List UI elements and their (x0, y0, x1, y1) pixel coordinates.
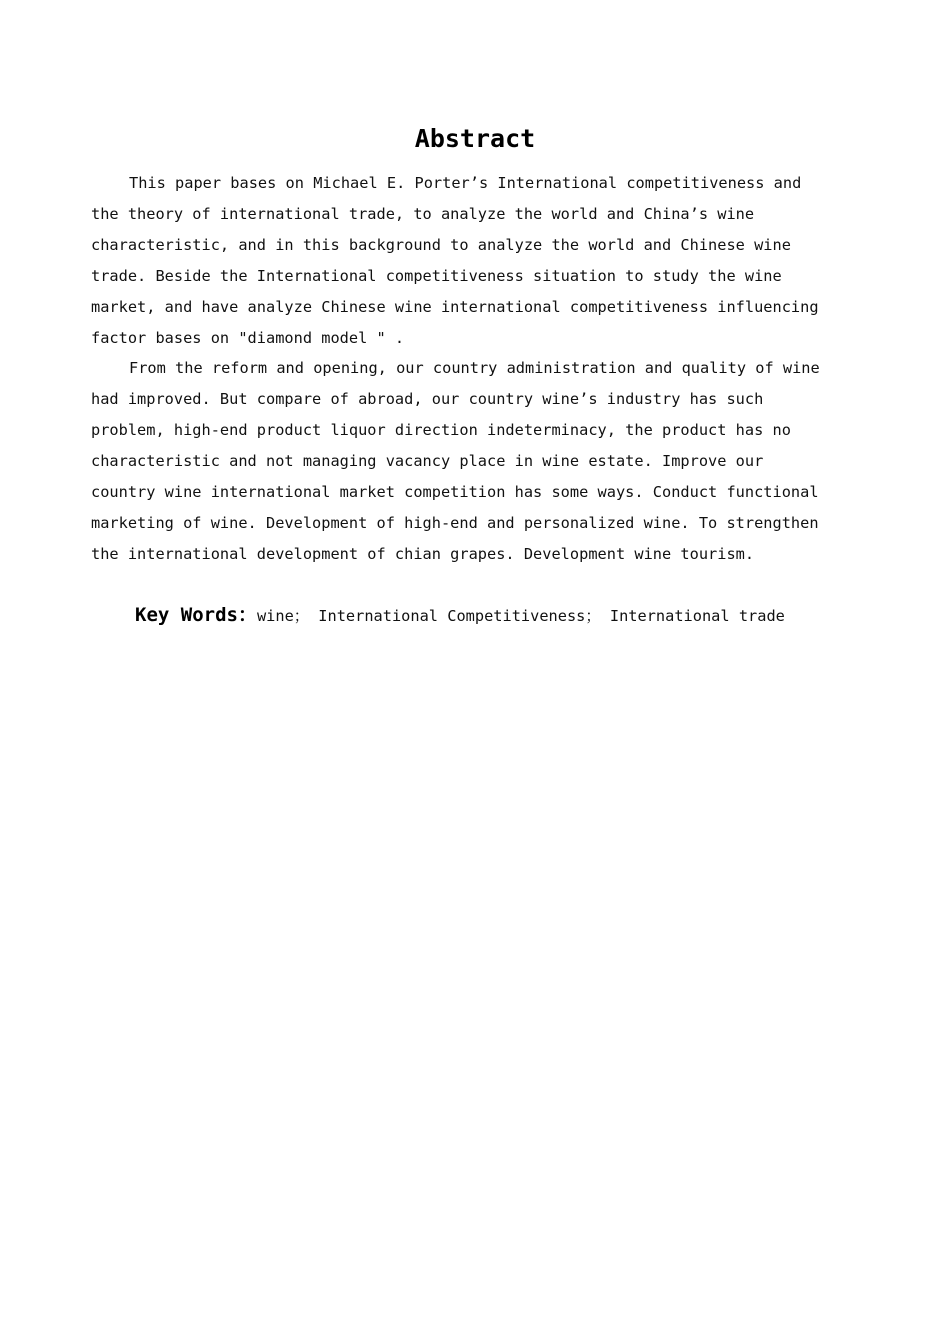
abstract-title: Abstract (414, 124, 536, 153)
text-line: problem, high-end product liquor direction indeterminacy, the product has no (91, 421, 791, 439)
text-line: the international development of chian grapes. Development wine tourism. (91, 545, 755, 563)
text-line: marketing of wine. Development of high-end and personalized wine. To strengthen (91, 514, 819, 532)
keywords-line (135, 600, 895, 631)
text-line: characteristic, and in this background to analyze the world and Chinese wine (91, 236, 791, 254)
keywords-label: Key Words： (135, 604, 257, 626)
text-line: market, and have analyze Chinese wine international competitiveness influencing (91, 298, 819, 316)
text-line: country wine international market competition has some ways. Conduct functional (91, 483, 819, 501)
text-line: From the reform and opening, our country administration and quality of wine (129, 359, 820, 377)
text-line: factor bases on "diamond model " . (91, 329, 405, 347)
text-line: This paper bases on Michael E. Porter’s International competitiveness and (129, 174, 802, 192)
keywords-value: wine； International Competitiveness； International trade (256, 607, 785, 625)
abstract-paragraph-1 (91, 168, 853, 354)
text-line: had improved. But compare of abroad, our country wine’s industry has such (91, 390, 764, 408)
abstract-paragraph-2 (91, 353, 853, 570)
text-line: the theory of international trade, to analyze the world and China’s wine (91, 205, 755, 223)
text-line: trade. Beside the International competitiveness situation to study the wine (91, 267, 782, 285)
text-line: characteristic and not managing vacancy place in wine estate. Improve our (91, 452, 764, 470)
